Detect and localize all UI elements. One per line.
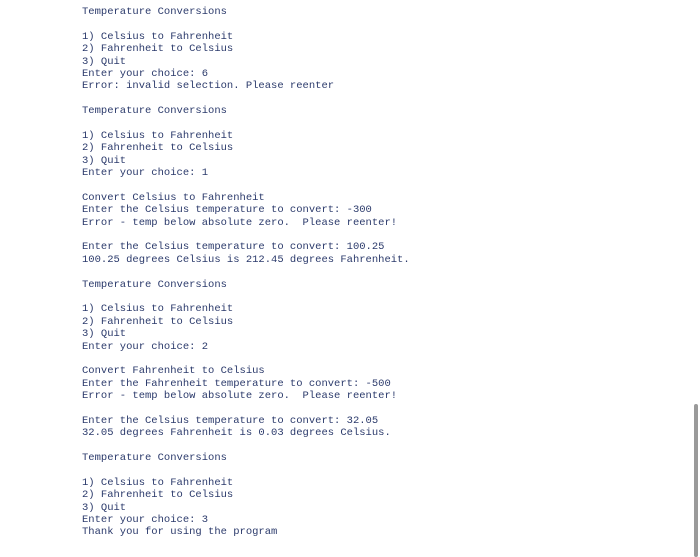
console-line: 100.25 degrees Celsius is 212.45 degrees Fahrenheit. [82, 253, 410, 266]
console-line: Error - temp below absolute zero. Please reenter! [82, 390, 398, 403]
scrollbar-thumb[interactable] [694, 404, 698, 557]
console-line: 2) Fahrenheit to Celsius [82, 142, 234, 155]
console-line: Temperature Conversions [82, 452, 227, 465]
console-line: 3) Quit [82, 154, 127, 167]
blank-line [82, 353, 662, 365]
console-line: 2) Fahrenheit to Celsius [82, 43, 234, 56]
console-line: Temperature Conversions [82, 278, 227, 291]
blank-line [82, 18, 662, 30]
console-line: Enter the Celsius temperature to convert: -300 [82, 204, 372, 217]
console-line: Convert Celsius to Fahrenheit [82, 191, 265, 204]
console-output [82, 6, 662, 539]
console-line: Enter your choice: 2 [82, 340, 209, 353]
blank-line [82, 229, 662, 241]
blank-line [82, 266, 662, 278]
blank-line [82, 179, 662, 191]
console-line: Convert Fahrenheit to Celsius [82, 365, 265, 378]
console-line: Enter the Celsius temperature to convert: 32.05 [82, 414, 379, 427]
console-line: Enter the Fahrenheit temperature to convert: -500 [82, 377, 391, 390]
console-line: 3) Quit [82, 55, 127, 68]
console-line: 3) Quit [82, 328, 127, 341]
blank-line [82, 403, 662, 415]
console-line: 3) Quit [82, 501, 127, 514]
console-line: Error: invalid selection. Please reenter [82, 80, 335, 93]
console-line: Enter your choice: 3 [82, 514, 209, 527]
console-line: 1) Celsius to Fahrenheit [82, 30, 234, 43]
console-line: Temperature Conversions [82, 6, 227, 18]
console-line: 2) Fahrenheit to Celsius [82, 315, 234, 328]
console-line: Thank you for using the program [82, 526, 278, 539]
console-line: Error - temp below absolute zero. Please reenter! [82, 216, 398, 229]
console-line: Enter your choice: 1 [82, 167, 209, 180]
console-line: 32.05 degrees Fahrenheit is 0.03 degrees Celsius. [82, 427, 391, 440]
blank-line [82, 291, 662, 303]
blank-line [82, 440, 662, 452]
console-line: 1) Celsius to Fahrenheit [82, 476, 234, 489]
blank-line [82, 93, 662, 105]
console-line: 1) Celsius to Fahrenheit [82, 129, 234, 142]
console-line: 1) Celsius to Fahrenheit [82, 303, 234, 316]
vertical-scrollbar[interactable] [690, 0, 700, 557]
console-line: Enter your choice: 6 [82, 67, 209, 80]
console-line: Temperature Conversions [82, 105, 227, 118]
blank-line [82, 118, 662, 130]
console-line: Enter the Celsius temperature to convert: 100.25 [82, 241, 385, 254]
console-line: 2) Fahrenheit to Celsius [82, 489, 234, 502]
blank-line [82, 464, 662, 476]
